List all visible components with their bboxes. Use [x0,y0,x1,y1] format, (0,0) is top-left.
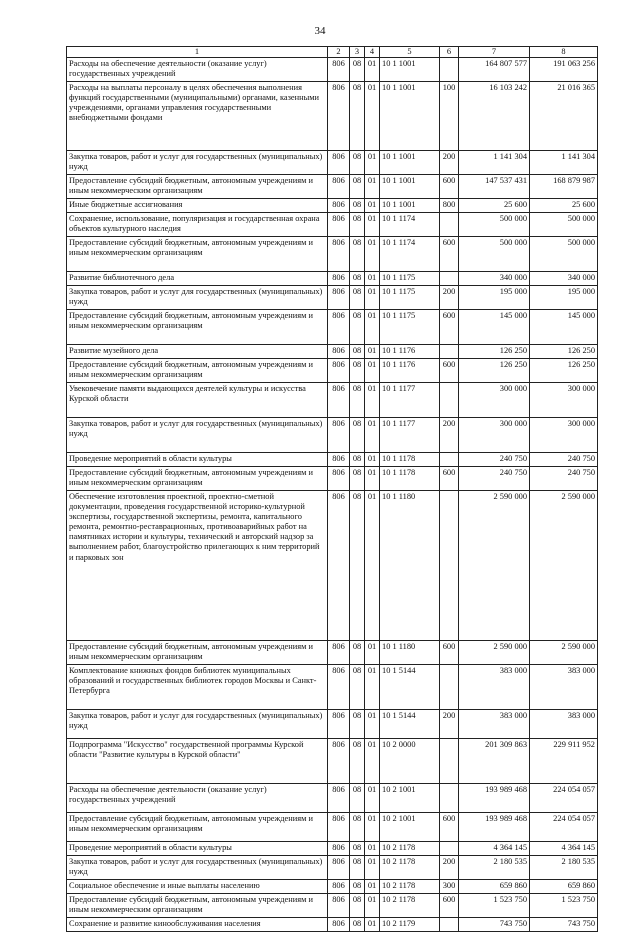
admin-code-cell: 806 [328,151,350,175]
admin-code-cell: 806 [328,641,350,665]
table-row [67,739,598,784]
row-name-cell: Сохранение и развитие кинообслуживания населения [67,918,328,932]
admin-code-cell: 806 [328,213,350,237]
amount-year1-cell: 240 750 [459,453,530,467]
table-row [67,918,598,932]
expense-type-cell [440,453,459,467]
amount-year2-cell: 126 250 [530,359,598,383]
header-cell: 5 [380,47,440,58]
admin-code-cell: 806 [328,918,350,932]
amount-year2-cell: 300 000 [530,383,598,418]
amount-year2-cell: 145 000 [530,310,598,345]
expense-type-cell: 600 [440,641,459,665]
expense-type-cell [440,665,459,710]
admin-code-cell: 806 [328,856,350,880]
header-cell: 4 [365,47,380,58]
header-cell: 6 [440,47,459,58]
amount-year1-cell: 300 000 [459,418,530,453]
amount-year1-cell: 383 000 [459,710,530,739]
admin-code-cell: 806 [328,491,350,641]
amount-year1-cell: 743 750 [459,918,530,932]
row-name-cell: Предоставление субсидий бюджетным, автономным учреждениям и иным некоммерческим организациям [67,237,328,272]
row-name-cell: Расходы на обеспечение деятельности (оказание услуг) государственных учреждений [67,58,328,82]
amount-year1-cell: 383 000 [459,665,530,710]
amount-year1-cell: 126 250 [459,345,530,359]
amount-year2-cell: 126 250 [530,345,598,359]
section-code-cell: 08 [350,641,365,665]
subsection-code-cell: 01 [365,310,380,345]
table-row [67,491,598,641]
amount-year1-cell: 201 309 863 [459,739,530,784]
admin-code-cell: 806 [328,710,350,739]
table-row [67,641,598,665]
target-article-cell: 10 2 1001 [380,784,440,813]
table-row [67,310,598,345]
subsection-code-cell: 01 [365,272,380,286]
target-article-cell: 10 1 1178 [380,453,440,467]
table-row [67,418,598,453]
row-name-cell: Предоставление субсидий бюджетным, автономным учреждениям и иным некоммерческим организациям [67,175,328,199]
subsection-code-cell: 01 [365,345,380,359]
table-row [67,175,598,199]
table-row [67,856,598,880]
expense-type-cell [440,58,459,82]
row-name-cell: Закупка товаров, работ и услуг для государственных (муниципальных) нужд [67,151,328,175]
expense-type-cell: 600 [440,175,459,199]
amount-year1-cell: 16 103 242 [459,82,530,151]
target-article-cell: 10 1 1174 [380,237,440,272]
expense-type-cell [440,739,459,784]
row-name-cell: Предоставление субсидий бюджетным, автономным учреждениям и иным некоммерческим организациям [67,467,328,491]
header-cell: 1 [67,47,328,58]
table-row [67,842,598,856]
subsection-code-cell: 01 [365,491,380,641]
amount-year2-cell: 1 523 750 [530,894,598,918]
admin-code-cell: 806 [328,813,350,842]
amount-year2-cell: 340 000 [530,272,598,286]
expense-type-cell [440,272,459,286]
amount-year1-cell: 195 000 [459,286,530,310]
table-row [67,665,598,710]
amount-year2-cell: 383 000 [530,710,598,739]
admin-code-cell: 806 [328,272,350,286]
section-code-cell: 08 [350,383,365,418]
row-name-cell: Расходы на выплаты персоналу в целях обеспечения выполнения функций государственными (муниципальными) органами, казенными учреждениями, органами управления государственными внебюджетными фондами [67,82,328,151]
subsection-code-cell: 01 [365,739,380,784]
amount-year1-cell: 193 989 468 [459,784,530,813]
subsection-code-cell: 01 [365,418,380,453]
section-code-cell: 08 [350,918,365,932]
target-article-cell: 10 1 1180 [380,491,440,641]
admin-code-cell: 806 [328,82,350,151]
header-cell: 3 [350,47,365,58]
target-article-cell: 10 1 1001 [380,82,440,151]
subsection-code-cell: 01 [365,842,380,856]
amount-year1-cell: 340 000 [459,272,530,286]
table-row [67,784,598,813]
table-header-row [67,47,598,58]
target-article-cell: 10 1 5144 [380,710,440,739]
header-cell: 2 [328,47,350,58]
target-article-cell: 10 1 1176 [380,359,440,383]
expense-type-cell: 600 [440,237,459,272]
section-code-cell: 08 [350,213,365,237]
row-name-cell: Комплектование книжных фондов библиотек муниципальных образований и государственных библиотек городов Москвы и Санкт-Петербурга [67,665,328,710]
section-code-cell: 08 [350,345,365,359]
row-name-cell: Расходы на обеспечение деятельности (оказание услуг) государственных учреждений [67,784,328,813]
row-name-cell: Закупка товаров, работ и услуг для государственных (муниципальных) нужд [67,710,328,739]
amount-year2-cell: 4 364 145 [530,842,598,856]
target-article-cell: 10 1 1177 [380,418,440,453]
row-name-cell: Обеспечение изготовления проектной, проектно-сметной документации, проведения государственной историко-культурной экспертизы, государственной экспертизы, ремонта, капитального ремонта, ремонтно-реставрационных, противоаварийных работ на памятниках истории и культуры, технический и авторский надзор за выполнением работ, благоустройство прилегающих к ним территорий и парковых зон [67,491,328,641]
section-code-cell: 08 [350,453,365,467]
admin-code-cell: 806 [328,739,350,784]
target-article-cell: 10 1 1180 [380,641,440,665]
amount-year2-cell: 300 000 [530,418,598,453]
amount-year2-cell: 500 000 [530,213,598,237]
amount-year2-cell: 224 054 057 [530,784,598,813]
target-article-cell: 10 1 1001 [380,175,440,199]
target-article-cell: 10 2 1178 [380,856,440,880]
table-row [67,383,598,418]
amount-year1-cell: 164 807 577 [459,58,530,82]
amount-year1-cell: 500 000 [459,213,530,237]
admin-code-cell: 806 [328,784,350,813]
table-row [67,82,598,151]
table-row [67,272,598,286]
amount-year2-cell: 229 911 952 [530,739,598,784]
section-code-cell: 08 [350,237,365,272]
expense-type-cell: 200 [440,151,459,175]
expense-type-cell [440,918,459,932]
amount-year1-cell: 4 364 145 [459,842,530,856]
subsection-code-cell: 01 [365,199,380,213]
expense-type-cell [440,491,459,641]
amount-year2-cell: 168 879 987 [530,175,598,199]
amount-year2-cell: 195 000 [530,286,598,310]
header-cell: 8 [530,47,598,58]
subsection-code-cell: 01 [365,213,380,237]
amount-year2-cell: 2 590 000 [530,641,598,665]
section-code-cell: 08 [350,880,365,894]
amount-year1-cell: 25 600 [459,199,530,213]
amount-year2-cell: 25 600 [530,199,598,213]
subsection-code-cell: 01 [365,58,380,82]
expense-type-cell: 600 [440,813,459,842]
table-row [67,345,598,359]
amount-year1-cell: 240 750 [459,467,530,491]
admin-code-cell: 806 [328,175,350,199]
section-code-cell: 08 [350,82,365,151]
section-code-cell: 08 [350,359,365,383]
subsection-code-cell: 01 [365,641,380,665]
admin-code-cell: 806 [328,199,350,213]
amount-year1-cell: 2 590 000 [459,491,530,641]
admin-code-cell: 806 [328,894,350,918]
expense-type-cell: 300 [440,880,459,894]
expense-type-cell: 800 [440,199,459,213]
admin-code-cell: 806 [328,842,350,856]
table-row [67,467,598,491]
section-code-cell: 08 [350,739,365,784]
target-article-cell: 10 1 1175 [380,286,440,310]
amount-year2-cell: 743 750 [530,918,598,932]
row-name-cell: Предоставление субсидий бюджетным, автономным учреждениям и иным некоммерческим организациям [67,310,328,345]
section-code-cell: 08 [350,467,365,491]
row-name-cell: Проведение мероприятий в области культуры [67,842,328,856]
amount-year1-cell: 2 590 000 [459,641,530,665]
amount-year1-cell: 193 989 468 [459,813,530,842]
table-row [67,151,598,175]
table-row [67,359,598,383]
table-row [67,199,598,213]
target-article-cell: 10 1 1001 [380,199,440,213]
subsection-code-cell: 01 [365,237,380,272]
amount-year2-cell: 191 063 256 [530,58,598,82]
section-code-cell: 08 [350,710,365,739]
amount-year1-cell: 2 180 535 [459,856,530,880]
amount-year2-cell: 659 860 [530,880,598,894]
target-article-cell: 10 1 1176 [380,345,440,359]
admin-code-cell: 806 [328,453,350,467]
row-name-cell: Иные бюджетные ассигнования [67,199,328,213]
admin-code-cell: 806 [328,286,350,310]
target-article-cell: 10 2 0000 [380,739,440,784]
section-code-cell: 08 [350,310,365,345]
target-article-cell: 10 1 1175 [380,310,440,345]
budget-table [66,46,598,932]
target-article-cell: 10 1 1174 [380,213,440,237]
amount-year1-cell: 1 523 750 [459,894,530,918]
row-name-cell: Предоставление субсидий бюджетным, автономным учреждениям и иным некоммерческим организациям [67,894,328,918]
expense-type-cell: 200 [440,856,459,880]
amount-year1-cell: 659 860 [459,880,530,894]
subsection-code-cell: 01 [365,467,380,491]
row-name-cell: Предоставление субсидий бюджетным, автономным учреждениям и иным некоммерческим организациям [67,641,328,665]
amount-year2-cell: 383 000 [530,665,598,710]
row-name-cell: Сохранение, использование, популяризация и государственная охрана объектов культурного наследия [67,213,328,237]
expense-type-cell: 200 [440,418,459,453]
subsection-code-cell: 01 [365,894,380,918]
amount-year2-cell: 2 590 000 [530,491,598,641]
expense-type-cell: 200 [440,286,459,310]
subsection-code-cell: 01 [365,710,380,739]
admin-code-cell: 806 [328,665,350,710]
subsection-code-cell: 01 [365,665,380,710]
row-name-cell: Подпрограмма "Искусство" государственной программы Курской области "Развитие культуры в Курской области" [67,739,328,784]
target-article-cell: 10 2 1178 [380,880,440,894]
admin-code-cell: 806 [328,359,350,383]
amount-year2-cell: 2 180 535 [530,856,598,880]
admin-code-cell: 806 [328,345,350,359]
subsection-code-cell: 01 [365,383,380,418]
row-name-cell: Развитие библиотечного дела [67,272,328,286]
admin-code-cell: 806 [328,880,350,894]
section-code-cell: 08 [350,286,365,310]
section-code-cell: 08 [350,199,365,213]
section-code-cell: 08 [350,784,365,813]
row-name-cell: Социальное обеспечение и иные выплаты населению [67,880,328,894]
table-row [67,453,598,467]
admin-code-cell: 806 [328,237,350,272]
page-number: 34 [314,25,326,37]
section-code-cell: 08 [350,175,365,199]
section-code-cell: 08 [350,491,365,641]
row-name-cell: Предоставление субсидий бюджетным, автономным учреждениям и иным некоммерческим организациям [67,813,328,842]
row-name-cell: Развитие музейного дела [67,345,328,359]
expense-type-cell: 600 [440,359,459,383]
amount-year1-cell: 300 000 [459,383,530,418]
header-cell: 7 [459,47,530,58]
subsection-code-cell: 01 [365,175,380,199]
expense-type-cell [440,345,459,359]
section-code-cell: 08 [350,272,365,286]
amount-year1-cell: 1 141 304 [459,151,530,175]
expense-type-cell [440,784,459,813]
amount-year2-cell: 1 141 304 [530,151,598,175]
expense-type-cell: 600 [440,467,459,491]
admin-code-cell: 806 [328,58,350,82]
table-row [67,286,598,310]
admin-code-cell: 806 [328,467,350,491]
amount-year2-cell: 500 000 [530,237,598,272]
target-article-cell: 10 1 1175 [380,272,440,286]
subsection-code-cell: 01 [365,813,380,842]
amount-year2-cell: 240 750 [530,453,598,467]
target-article-cell: 10 2 1178 [380,894,440,918]
subsection-code-cell: 01 [365,784,380,813]
amount-year2-cell: 240 750 [530,467,598,491]
table-row [67,213,598,237]
admin-code-cell: 806 [328,418,350,453]
table-row [67,237,598,272]
subsection-code-cell: 01 [365,359,380,383]
row-name-cell: Закупка товаров, работ и услуг для государственных (муниципальных) нужд [67,856,328,880]
expense-type-cell: 100 [440,82,459,151]
table-row [67,894,598,918]
target-article-cell: 10 1 5144 [380,665,440,710]
expense-type-cell [440,842,459,856]
target-article-cell: 10 1 1177 [380,383,440,418]
target-article-cell: 10 2 1179 [380,918,440,932]
expense-type-cell [440,383,459,418]
target-article-cell: 10 1 1178 [380,467,440,491]
subsection-code-cell: 01 [365,453,380,467]
amount-year1-cell: 145 000 [459,310,530,345]
amount-year1-cell: 147 537 431 [459,175,530,199]
amount-year2-cell: 224 054 057 [530,813,598,842]
expense-type-cell: 200 [440,710,459,739]
section-code-cell: 08 [350,842,365,856]
row-name-cell: Закупка товаров, работ и услуг для государственных (муниципальных) нужд [67,286,328,310]
table-row [67,880,598,894]
expense-type-cell: 600 [440,310,459,345]
expense-type-cell: 600 [440,894,459,918]
amount-year2-cell: 21 016 365 [530,82,598,151]
subsection-code-cell: 01 [365,82,380,151]
section-code-cell: 08 [350,418,365,453]
section-code-cell: 08 [350,894,365,918]
section-code-cell: 08 [350,151,365,175]
row-name-cell: Увековечение памяти выдающихся деятелей культуры и искусства Курской области [67,383,328,418]
target-article-cell: 10 1 1001 [380,58,440,82]
table-row [67,58,598,82]
expense-type-cell [440,213,459,237]
amount-year1-cell: 126 250 [459,359,530,383]
subsection-code-cell: 01 [365,151,380,175]
target-article-cell: 10 2 1178 [380,842,440,856]
admin-code-cell: 806 [328,310,350,345]
row-name-cell: Закупка товаров, работ и услуг для государственных (муниципальных) нужд [67,418,328,453]
subsection-code-cell: 01 [365,880,380,894]
admin-code-cell: 806 [328,383,350,418]
row-name-cell: Проведение мероприятий в области культуры [67,453,328,467]
row-name-cell: Предоставление субсидий бюджетным, автономным учреждениям и иным некоммерческим организациям [67,359,328,383]
table-row [67,813,598,842]
target-article-cell: 10 1 1001 [380,151,440,175]
section-code-cell: 08 [350,665,365,710]
table-row [67,710,598,739]
section-code-cell: 08 [350,856,365,880]
target-article-cell: 10 2 1001 [380,813,440,842]
subsection-code-cell: 01 [365,856,380,880]
section-code-cell: 08 [350,58,365,82]
subsection-code-cell: 01 [365,286,380,310]
subsection-code-cell: 01 [365,918,380,932]
section-code-cell: 08 [350,813,365,842]
amount-year1-cell: 500 000 [459,237,530,272]
